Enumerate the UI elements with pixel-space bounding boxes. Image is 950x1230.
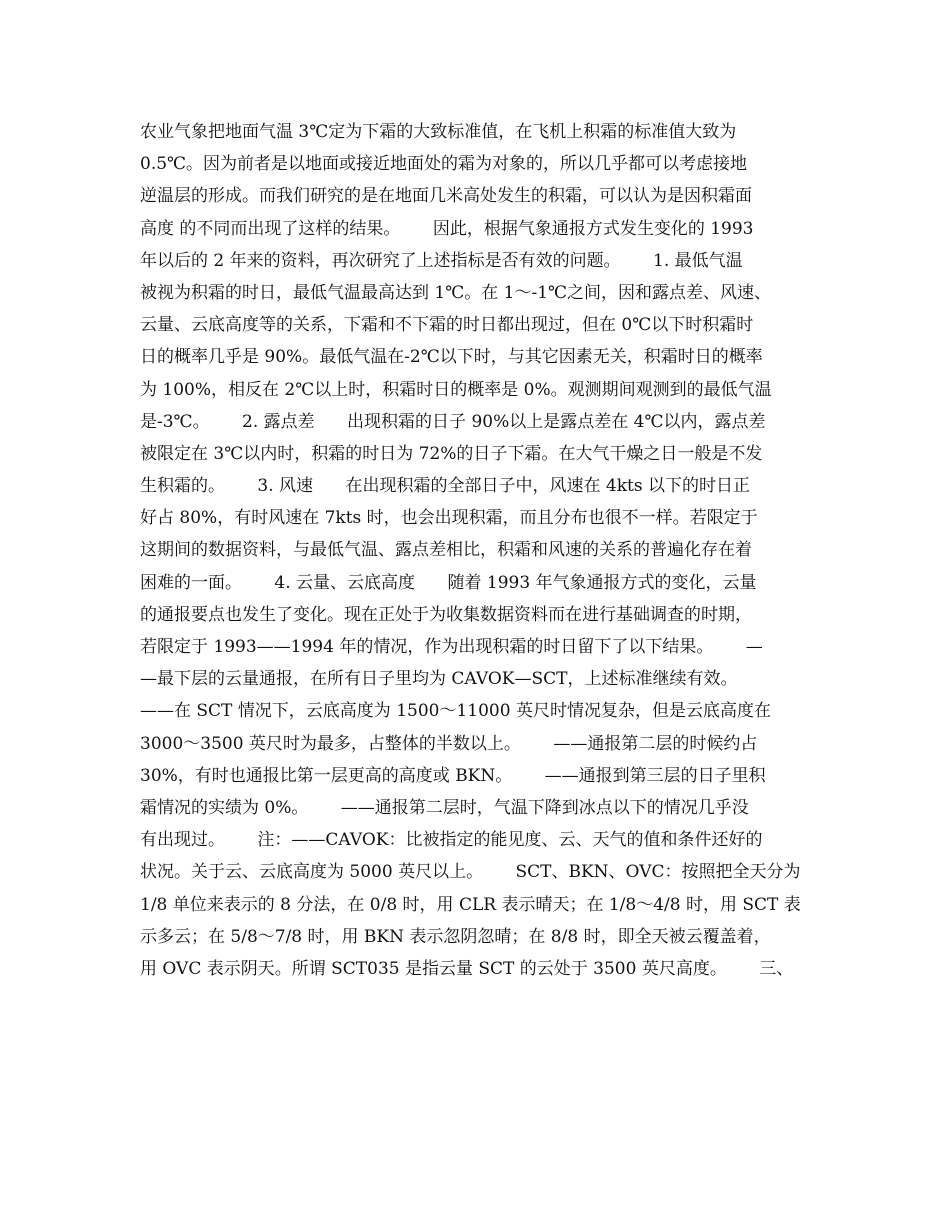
text-line: 霜情况的实绩为 0%。 ——通报第二层时，气温下降到冰点以下的情况几乎没 [140,797,749,818]
text-line: 若限定于 1993——1994 年的情况，作为出现积霜的时日留下了以下结果。 — [140,637,763,657]
text-line: 农业气象把地面气温 3℃定为下霜的大致标准值，在飞机上积霜的标准值大致为 [140,122,737,142]
body-text [140,116,812,985]
text-line: 状况。关于云、云底高度为 5000 英尺以上。 SCT、BKN、OVC：按照把全天分为 [140,862,801,883]
text-line: 年以后的 2 年来的资料，再次研究了上述指标是否有效的问题。 1. 最低气温 [140,250,743,271]
text-line: 日的概率几乎是 90%。最低气温在-2℃以下时，与其它因素无关，积霜时日的概率 [140,347,763,368]
text-line: 这期间的数据资料，与最低气温、露点差相比，积霜和风速的关系的普遍化存在着 [140,540,752,561]
text-line: 好占 80%，有时风速在 7kts 时，也会出现积霜，而且分布也很不一样。若限定于 [140,508,758,529]
text-line: 困难的一面。 4. 云量、云底高度 随着 1993 年气象通报方式的变化，云量 [140,572,757,593]
text-line: 30%，有时也通报比第一层更高的高度或 BKN。 ——通报到第三层的日子里积 [140,765,766,786]
text-line: 逆温层的形成。而我们研究的是在地面几米高处发生的积霜，可以认为是因积霜面 [140,186,752,207]
text-line: 云量、云底高度等的关系，下霜和不下霜的时日都出现过，但在 0℃以下时积霜时 [140,315,754,336]
text-line: 高度 的不同而出现了这样的结果。 因此，根据气象通报方式发生变化的 1993 [140,218,754,239]
text-line: 被限定在 3℃以内时，积霜的时日为 72%的日子下霜。在大气干燥之日一般是不发 [140,443,763,464]
text-line: 用 OVC 表示阴天。所谓 SCT035 是指云量 SCT 的云处于 3500 英尺高度。 三、 [140,958,794,979]
text-line: ——在 SCT 情况下，云底高度为 1500～11000 英尺时情况复杂，但是云底高度在 [140,701,771,722]
text-line: 的通报要点也发生了变化。现在正处于为收集数据资料而在进行基础调查的时期， [140,604,752,625]
text-line: 为 100%，相反在 2℃以上时，积霜时日的概率是 0%。观测期间观测到的最低气温 [140,379,772,400]
text-line: 示多云；在 5/8～7/8 时，用 BKN 表示忽阴忽晴；在 8/8 时，即全天被云覆盖着， [140,926,771,947]
text-line: 3000～3500 英尺时为最多，占整体的半数以上。 ——通报第二层的时候约占 [140,733,758,754]
text-line: 1/8 单位来表示的 8 分法，在 0/8 时，用 CLR 表示晴天；在 1/8～4/8 时，用 SCT 表 [140,894,801,915]
text-line: 0.5℃。因为前者是以地面或接近地面处的霜为对象的，所以几乎都可以考虑接地 [140,154,748,175]
text-line: 有出现过。 注：——CAVOK：比被指定的能见度、云、天气的值和条件还好的 [140,830,763,851]
text-line: —最下层的云量通报，在所有日子里均为 CAVOK—SCT，上述标准继续有效。 [140,669,738,690]
text-line: 被视为积霜的时日，最低气温最高达到 1℃。在 1～-1℃之间，因和露点差、风速、 [140,282,772,303]
text-line: 生积霜的。 3. 风速 在出现积霜的全部日子中，风速在 4kts 以下的时日正 [140,476,750,497]
text-line: 是-3℃。 2. 露点差 出现积霜的日子 90%以上是露点差在 4℃以内，露点差 [140,411,766,432]
